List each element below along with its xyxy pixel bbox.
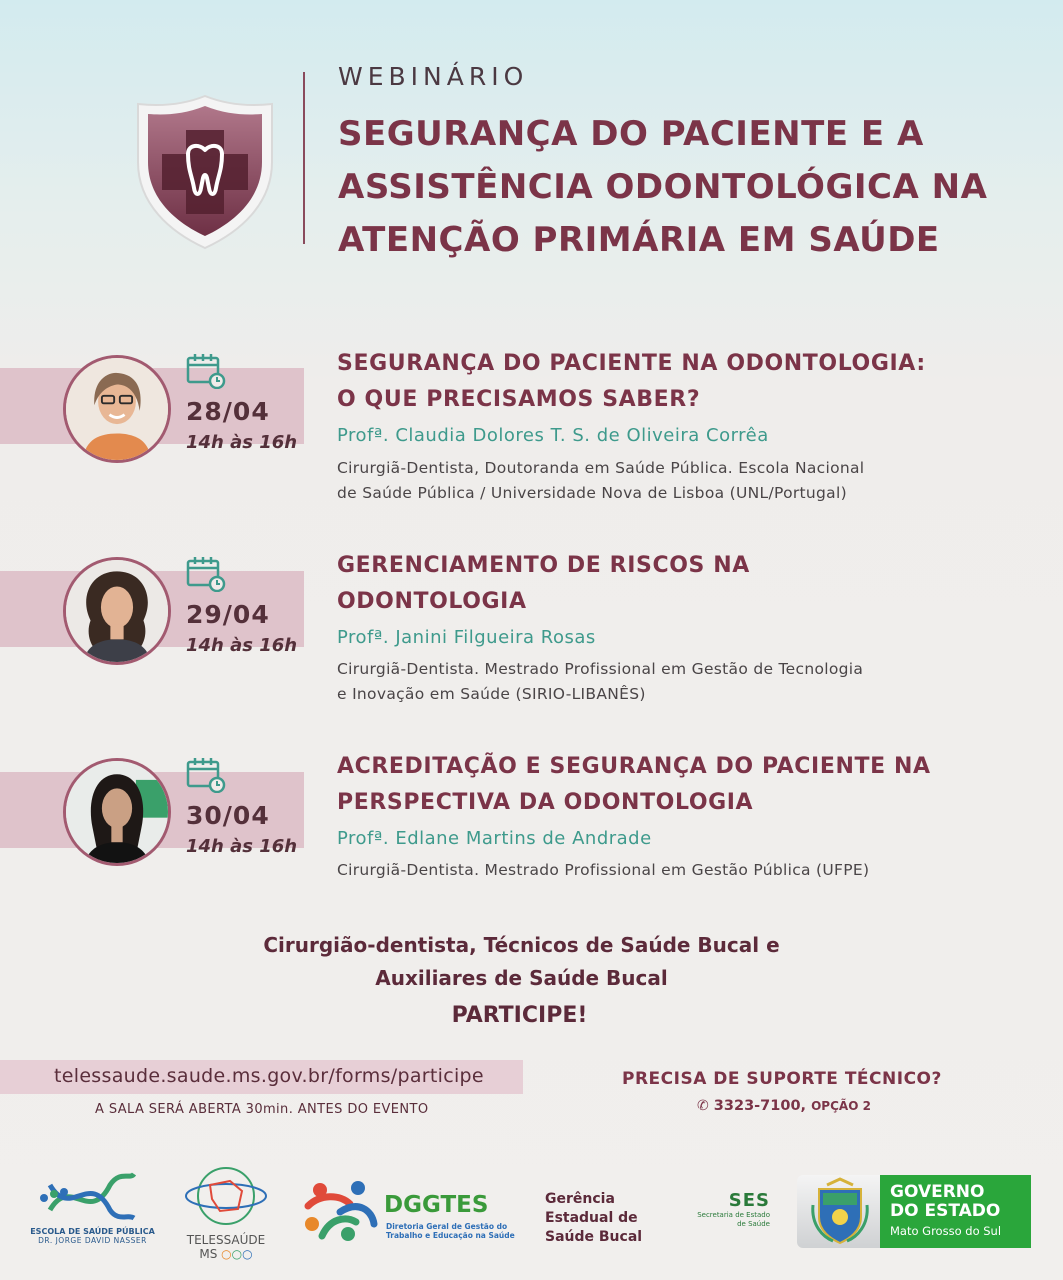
support-phone[interactable] [697, 1098, 871, 1114]
telessaude-ms-row: MS ○○○ [199, 1247, 253, 1261]
government-logo [880, 1175, 1031, 1248]
dggtes-subtitle-line: Diretoria Geral de Gestão do [386, 1222, 508, 1231]
session-speaker: Profª. Edlane Martins de Andrade [337, 828, 652, 849]
webinar-kicker: WEBINÁRIO [338, 62, 529, 91]
session-title-line: ACREDITAÇÃO E SEGURANÇA DO PACIENTE NA [337, 754, 931, 779]
dggtes-people-icon [300, 1176, 382, 1248]
description-line: Cirurgiã-Dentista. Mestrado Profissional em Gestão de Tecnologia [337, 660, 864, 678]
telessaude-rings-icon: ○ [221, 1247, 232, 1261]
title-line: ASSISTÊNCIA ODONTOLÓGICA NA [338, 167, 988, 207]
coat-of-arms-icon [797, 1175, 883, 1248]
description-line: Cirurgiã-Dentista. Mestrado Profissional em Gestão Pública (UFPE) [337, 861, 870, 879]
gov-state: Mato Grosso do Sul [890, 1224, 1002, 1238]
dggtes-subtitle-line: Trabalho e Educação na Saúde [386, 1231, 515, 1240]
gov-line: DO ESTADO [890, 1201, 1001, 1221]
telessaude-name: TELESSAÚDE [186, 1233, 266, 1247]
description-line: e Inovação em Saúde (SIRIO-LIBANÊS) [337, 685, 646, 703]
dggtes-subtitle [386, 1222, 515, 1240]
esp-logo [30, 1170, 155, 1260]
session-date: 28/04 [186, 397, 270, 426]
speaker-photo-avatar [63, 355, 171, 463]
esp-subname: DR. JORGE DAVID NASSER [38, 1236, 147, 1245]
session-description [337, 858, 977, 883]
registration-link[interactable]: telessaude.saude.ms.gov.br/forms/participe [54, 1065, 484, 1087]
session-time: 14h às 16h [186, 635, 298, 656]
telessaude-logo [180, 1163, 272, 1263]
state-coat-of-arms-panel [797, 1175, 883, 1248]
session-title-line: ODONTOLOGIA [337, 589, 527, 614]
ses-subtitle-line: de Saúde [737, 1220, 770, 1228]
telessaude-globe-icon [180, 1163, 272, 1229]
header-divider [303, 72, 305, 244]
dggtes-logo [300, 1172, 515, 1252]
session-time: 14h às 16h [186, 432, 298, 453]
title-line: ATENÇÃO PRIMÁRIA EM SAÚDE [338, 220, 940, 260]
phone-icon: ✆ [697, 1098, 709, 1114]
description-line: Cirurgiã-Dentista, Doutoranda em Saúde Pública. Escola Nacional [337, 459, 865, 477]
calendar-clock-icon [186, 556, 226, 592]
ses-logo [680, 1190, 770, 1229]
session-title-line: O QUE PRECISAMOS SABER? [337, 387, 701, 412]
webinar-title [338, 108, 1038, 267]
title-line: SEGURANÇA DO PACIENTE E A [338, 114, 924, 154]
session-title [337, 346, 1027, 418]
session-date: 30/04 [186, 801, 270, 830]
session-title-line: SEGURANÇA DO PACIENTE NA ODONTOLOGIA: [337, 351, 926, 376]
session-date: 29/04 [186, 600, 270, 629]
session-title [337, 749, 1027, 821]
gerencia-line: Gerência [545, 1191, 615, 1207]
audience-text [0, 929, 1053, 995]
session-title-line: PERSPECTIVA DA ODONTOLOGIA [337, 790, 754, 815]
speaker-photo-avatar [63, 557, 171, 665]
calendar-clock-icon [186, 353, 226, 389]
session-time: 14h às 16h [186, 836, 298, 857]
phone-option: OPÇÃO 2 [811, 1099, 871, 1113]
ses-subtitle-line: Secretaria de Estado [697, 1211, 770, 1219]
esp-dna-icon [30, 1170, 155, 1225]
session-title [337, 548, 1027, 620]
dggtes-title: DGGTES [384, 1192, 489, 1218]
shield-tooth-cross-icon [130, 92, 280, 252]
esp-name: ESCOLA DE SAÚDE PÚBLICA [30, 1227, 155, 1236]
calendar-clock-icon [186, 757, 226, 793]
session-description [337, 456, 977, 506]
session-title-line: GERENCIAMENTO DE RISCOS NA [337, 553, 750, 578]
support-title: PRECISA DE SUPORTE TÉCNICO? [622, 1069, 942, 1089]
audience-line: Auxiliares de Saúde Bucal [375, 966, 668, 990]
description-line: de Saúde Pública / Universidade Nova de Lisboa (UNL/Portugal) [337, 484, 847, 502]
gerencia-logo [545, 1190, 642, 1247]
phone-number: 3323-7100, [713, 1098, 807, 1114]
ses-title: SES [728, 1190, 770, 1211]
participate-heading: PARTICIPE! [451, 1003, 588, 1028]
session-speaker: Profª. Claudia Dolores T. S. de Oliveira Corrêa [337, 425, 769, 446]
audience-line: Cirurgião-dentista, Técnicos de Saúde Bucal e [263, 933, 780, 957]
gerencia-line: Estadual de [545, 1210, 638, 1226]
speaker-photo-avatar [63, 758, 171, 866]
telessaude-ms: MS [199, 1247, 218, 1261]
gov-line: GOVERNO [890, 1182, 985, 1202]
session-description [337, 657, 977, 707]
gerencia-line: Saúde Bucal [545, 1229, 643, 1245]
room-open-note: A SALA SERÁ ABERTA 30min. ANTES DO EVENTO [95, 1102, 429, 1117]
session-speaker: Profª. Janini Filgueira Rosas [337, 627, 596, 648]
